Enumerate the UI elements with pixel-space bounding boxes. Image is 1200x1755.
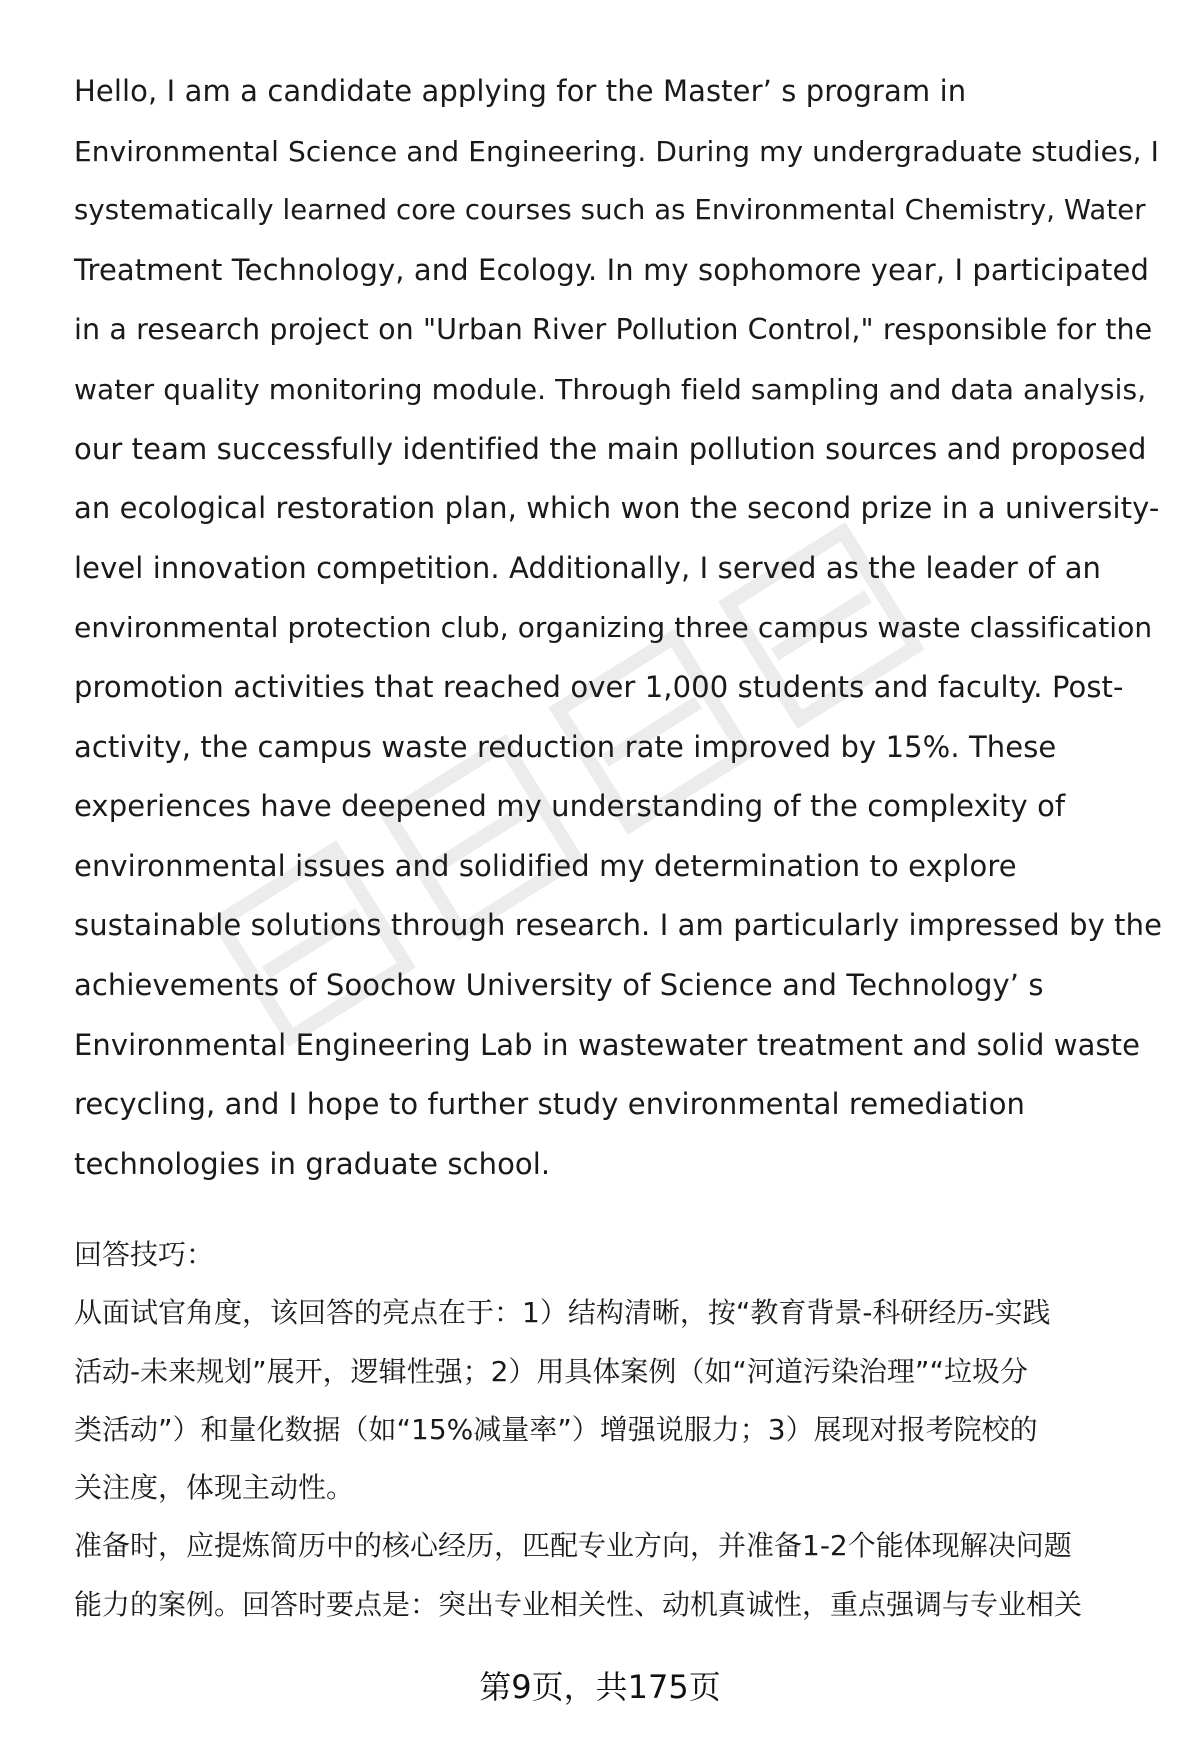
tips-line: 能力的案例。回答时要点是：突出专业相关性、动机真诚性，重点强调与专业相关 [74,1587,1083,1621]
tips-line: 关注度，体现主动性。 [74,1471,355,1505]
answer-line: achievements of Soochow University of Science and Technology’ s [74,967,1044,1002]
answer-line: water quality monitoring module. Through field sampling and data analysis, [74,372,1147,406]
tips-line: 类活动”）和量化数据（如“15%减量率”）增强说服力；3）展现对报考院校的 [74,1412,1038,1446]
answer-line: recycling, and I hope to further study environmental remediation [74,1087,1026,1122]
answer-line: sustainable solutions through research. I am particularly impressed by the [74,908,1163,943]
answer-line: in a research project on "Urban River Pollution Control," responsible for the [74,313,1153,347]
page-number-footer: 第9页，共175页 [479,1668,721,1706]
answer-line: level innovation competition. Additionally, I served as the leader of an [74,550,1102,585]
answer-tips-section [74,1226,1164,1634]
tips-line: 从面试官角度，该回答的亮点在于：1）结构清晰，按“教育背景-科研经历-实践 [74,1296,1051,1330]
answer-line: Hello, I am a candidate applying for the Master’ s program in [74,74,967,108]
answer-line: promotion activities that reached over 1,000 students and faculty. Post- [74,669,1124,704]
answer-line: activity, the campus waste reduction rate improved by 15%. These [74,729,1057,764]
answer-line: systematically learned core courses such as Environmental Chemistry, Water [74,194,1146,227]
answer-line: experiences have deepened my understanding of the complexity of [74,789,1066,824]
tips-heading: 回答技巧： [74,1238,215,1271]
tips-line: 活动-未来规划”展开，逻辑性强；2）用具体案例（如“河道污染治理”“垃圾分 [74,1354,1028,1388]
answer-line: Environmental Engineering Lab in wastewater treatment and solid waste [74,1027,1141,1062]
answer-line: environmental issues and solidified my determination to explore [74,848,1017,883]
sample-answer-paragraph [74,62,1164,1194]
answer-line: Treatment Technology, and Ecology. In my sophomore year, I participated [74,252,1149,287]
answer-line: our team successfully identified the main pollution sources and proposed [74,431,1147,466]
answer-line: technologies in graduate school. [74,1146,551,1181]
answer-line: an ecological restoration plan, which won the second prize in a university- [74,491,1160,526]
tips-line: 准备时，应提炼简历中的核心经历，匹配专业方向，并准备1-2个能体现解决问题 [74,1529,1072,1563]
answer-line: environmental protection club, organizing three campus waste classification [74,611,1153,645]
answer-line: Environmental Science and Engineering. During my undergraduate studies, I [74,134,1159,168]
